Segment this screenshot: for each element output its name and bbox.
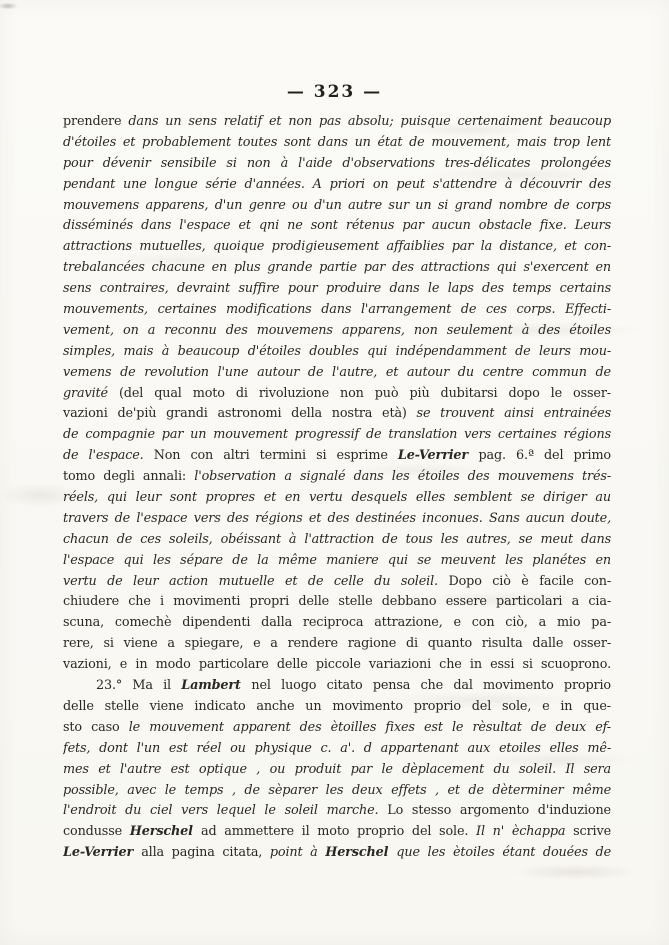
- text-line: [63, 509, 611, 530]
- text-segment: delle stelle viene indicato anche un movimento proprio del sole, e in que-: [63, 698, 611, 714]
- text-line: [63, 175, 611, 196]
- text-segment: gravité: [63, 385, 119, 401]
- text-segment: l'observation a signalé dans les étoiles des mouvemens trés-: [194, 469, 611, 485]
- text-line: [63, 404, 611, 425]
- text-segment: mouvemens apparens, d'un genre ou d'un autre sur un si grand nombre de corps: [63, 197, 611, 213]
- text-line: [63, 676, 611, 697]
- text-line: [63, 279, 611, 300]
- text-line: [63, 572, 611, 593]
- text-segment: ad ammettere il moto proprio del sole.: [201, 824, 477, 840]
- text-segment: (del qual moto di rivoluzione non può più dubitarsi dopo le osser-: [118, 385, 611, 401]
- text-line: [63, 843, 611, 864]
- text-line: [63, 760, 611, 781]
- text-line: [63, 237, 611, 258]
- text-segment: disséminés dans l'espace et qni ne sont rétenus par aucun obstacle fixe. Leurs: [63, 218, 611, 234]
- text-segment: 23.° Ma il: [96, 678, 182, 694]
- text-segment: Herschel: [325, 845, 397, 861]
- text-segment: vazioni, e in modo particolare delle piccole variazioni che in essi si scuoprono.: [63, 657, 611, 673]
- text-segment: scuna, comechè dipendenti dalla reciproca attrazione, e con ciò, a mio pa-: [63, 615, 611, 631]
- text-line: [63, 551, 611, 572]
- text-segment: prendere: [63, 114, 129, 129]
- text-segment: chiudere che i movimenti propri delle stelle debbano essere particolari a cia-: [63, 594, 611, 610]
- text-line: [63, 154, 611, 175]
- text-segment: Herschel: [129, 824, 201, 840]
- text-segment: possible, avec le temps , de sèparer les deux effets , et de dèterminer même: [63, 782, 611, 798]
- text-line: [63, 718, 611, 739]
- text-segment: pendant une longue série d'années. A priori on peut s'attendre à découvrir des: [63, 176, 611, 192]
- text-segment: dans un sens relatif et non pas absolu; puisque certenaiment beaucoup: [128, 114, 611, 129]
- text-segment: pour dévenir sensibile si non à l'aide d'observations tres-délicates prolongées: [63, 155, 611, 171]
- text-line: [63, 781, 611, 802]
- text-segment: vazioni de'più grandi astronomi della nostra età): [63, 406, 417, 422]
- text-segment: Lo stesso argomento d'induzione: [387, 803, 611, 819]
- text-line: [63, 655, 611, 676]
- text-segment: mouvements, certaines modifications dans l'arrangement de ces corps. Effecti-: [63, 302, 611, 318]
- text-line: [63, 530, 611, 551]
- text-segment: chacun de ces soleils, obéissant à l'attraction de tous les autres, se meut dans: [63, 531, 611, 547]
- text-segment: Le-Verrier: [63, 845, 142, 861]
- text-line: [63, 697, 611, 718]
- text-segment: de l'espace.: [63, 448, 154, 464]
- text-line: [63, 342, 611, 363]
- text-segment: point à: [269, 845, 326, 861]
- text-line: [63, 216, 611, 237]
- text-segment: trebalancées chacune en plus grande partie par des attractions qui s'exercent en: [63, 260, 611, 276]
- text-segment: que les ètoiles étant douées de: [396, 845, 611, 861]
- text-line: [63, 467, 611, 488]
- text-line: [63, 321, 611, 342]
- text-segment: Le-Verrier: [397, 448, 479, 464]
- text-segment: fets, dont l'un est réel ou physique c. a'. d appartenant aux etoiles elles mê-: [63, 740, 611, 756]
- text-line: [63, 196, 611, 217]
- text-segment: vertu de leur action mutuelle et de celle du soleil.: [63, 573, 449, 589]
- text-segment: mes et l'autre est optique , ou produit par le dèplacement du soleil. Il sera: [63, 761, 611, 777]
- text-segment: réels, qui leur sont propres et en vertu desquels elles semblent se diriger au: [63, 490, 611, 506]
- text-line: [63, 801, 611, 822]
- text-block: [63, 112, 611, 864]
- text-line: [63, 634, 611, 655]
- text-segment: vement, on a reconnu des mouvemens apparens, non seulement à des étoiles: [63, 322, 611, 338]
- text-line: [63, 363, 611, 384]
- text-segment: Dopo ciò è facile con-: [448, 573, 611, 589]
- text-segment: l'espace qui les sépare de la même maniere qui se meuvent les planétes en: [63, 552, 611, 568]
- text-segment: l'endroit du ciel vers lequel le soleil marche.: [63, 803, 388, 819]
- text-segment: condusse: [63, 824, 130, 840]
- text-segment: scrive: [573, 824, 611, 840]
- page-number-header: — 323 —: [286, 82, 383, 102]
- text-segment: attractions mutuelles, quoique prodigieusement affaiblies par la distance, et con-: [63, 239, 611, 255]
- text-line: [63, 112, 611, 133]
- text-segment: Non con altri termini si esprime: [153, 448, 398, 464]
- text-segment: sto caso: [63, 719, 129, 735]
- text-segment: Lambert: [181, 678, 252, 694]
- text-line: [63, 258, 611, 279]
- text-line: [63, 133, 611, 154]
- text-segment: Il n' èchappa: [476, 824, 574, 840]
- text-segment: alla pagina citata,: [141, 845, 270, 861]
- text-line: [63, 592, 611, 613]
- text-segment: vemens de revolution l'une autour de l'autre, et autour du centre commun de: [63, 364, 611, 380]
- text-segment: tomo degli annali:: [63, 469, 195, 485]
- text-line: [63, 822, 611, 843]
- text-line: [63, 488, 611, 509]
- text-segment: sens contraires, devraint suffire pour produire dans le laps des temps certains: [63, 281, 611, 297]
- text-line: [63, 739, 611, 760]
- text-line: [63, 446, 611, 467]
- text-line: [63, 425, 611, 446]
- text-segment: se trouvent ainsi entrainées: [416, 406, 611, 422]
- text-segment: travers de l'espace vers des régions et des destinées inconues. Sans aucun doute,: [63, 510, 611, 526]
- text-line: [63, 613, 611, 634]
- text-line: [63, 384, 611, 405]
- text-segment: simples, mais à beaucoup d'étoiles doubles qui indépendamment de leurs mou-: [63, 343, 611, 359]
- text-segment: rere, si viene a spiegare, e a rendere ragione di quanto risulta dalle osser-: [63, 636, 611, 652]
- text-segment: le mouvement apparent des ètoilles fixes est le rèsultat de deux ef-: [128, 719, 611, 735]
- text-segment: de compagnie par un mouvement progressif de translation vers certaines régions: [63, 427, 611, 443]
- text-segment: pag. 6.ª del primo: [478, 448, 611, 464]
- text-segment: d'étoiles et probablement toutes sont dans un état de mouvement, mais trop lent: [63, 134, 611, 150]
- text-segment: nel luogo citato pensa che dal movimento proprio: [251, 678, 611, 694]
- text-line: [63, 300, 611, 321]
